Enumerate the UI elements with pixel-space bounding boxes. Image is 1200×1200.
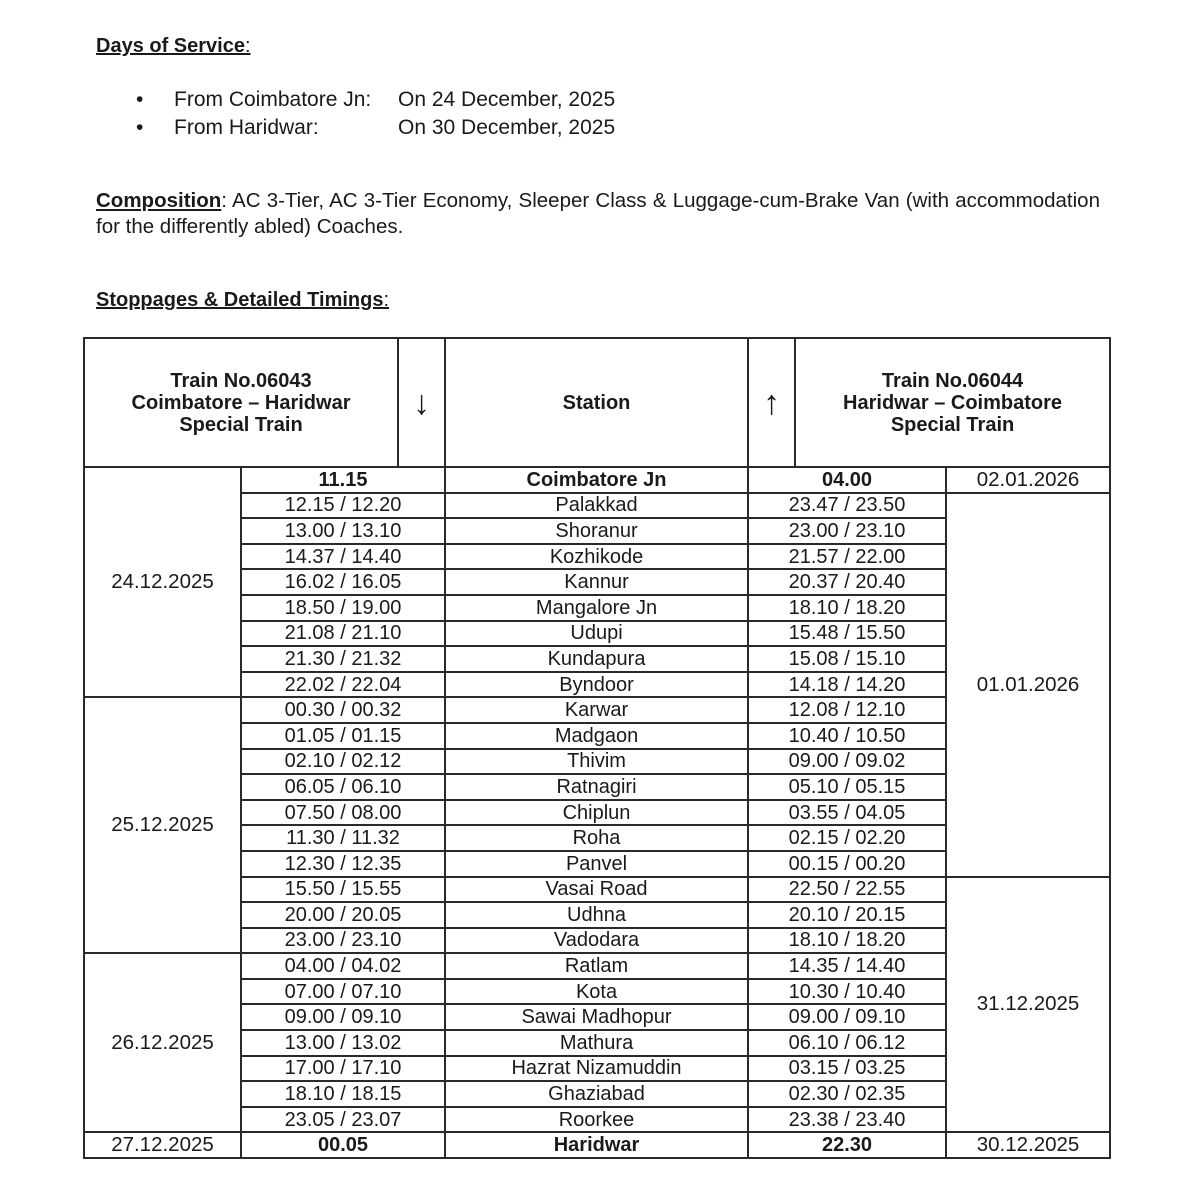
service-origin: From Haridwar: [174,116,319,139]
down-time-cell: 11.15 [241,467,445,493]
up-arrow-icon: ↑ [748,338,795,467]
down-time-cell: 00.30 / 00.32 [241,697,445,723]
down-time-cell: 04.00 / 04.02 [241,953,445,979]
station-cell: Roorkee [445,1107,748,1133]
down-time-cell: 23.00 / 23.10 [241,928,445,954]
down-time-cell: 01.05 / 01.15 [241,723,445,749]
station-cell: Sawai Madhopur [445,1004,748,1030]
bullet-icon: • [136,116,144,139]
station-cell: Thivim [445,749,748,775]
down-time-cell: 09.00 / 09.10 [241,1004,445,1030]
service-entry [136,88,615,112]
down-time-cell: 20.00 / 20.05 [241,902,445,928]
up-time-cell: 22.50 / 22.55 [748,877,946,903]
composition-text: : AC 3-Tier, AC 3-Tier Economy, Sleeper Class & Luggage-cum-Brake Van (with accommodation for the differently abled) Coaches. [96,189,1100,238]
up-time-cell: 22.30 [748,1132,946,1158]
station-cell: Kundapura [445,646,748,672]
up-train-header: Train No.06044 Haridwar – Coimbatore Special Train [795,338,1110,467]
station-cell: Palakkad [445,493,748,519]
station-cell: Haridwar [445,1132,748,1158]
up-time-cell: 14.35 / 14.40 [748,953,946,979]
down-date-cell: 25.12.2025 [84,697,241,953]
bullet-icon: • [136,88,144,111]
timetable-row [84,467,1110,493]
composition-label: Composition [96,189,222,212]
service-entry [136,116,615,140]
up-time-cell: 10.40 / 10.50 [748,723,946,749]
up-date-cell: 30.12.2025 [946,1132,1110,1158]
down-time-cell: 17.00 / 17.10 [241,1056,445,1082]
down-time-cell: 07.50 / 08.00 [241,800,445,826]
up-date-cell: 01.01.2026 [946,493,1110,877]
station-cell: Udupi [445,621,748,647]
up-time-cell: 15.48 / 15.50 [748,621,946,647]
down-time-cell: 13.00 / 13.02 [241,1030,445,1056]
up-time-cell: 02.30 / 02.35 [748,1081,946,1107]
down-arrow-icon: ↓ [398,338,445,467]
station-cell: Hazrat Nizamuddin [445,1056,748,1082]
up-time-cell: 10.30 / 10.40 [748,979,946,1005]
down-time-cell: 23.05 / 23.07 [241,1107,445,1133]
up-time-cell: 21.57 / 22.00 [748,544,946,570]
up-time-cell: 18.10 / 18.20 [748,595,946,621]
up-time-cell: 20.10 / 20.15 [748,902,946,928]
station-cell: Madgaon [445,723,748,749]
station-cell: Chiplun [445,800,748,826]
station-cell: Ratnagiri [445,774,748,800]
up-time-cell: 15.08 / 15.10 [748,646,946,672]
down-date-cell: 26.12.2025 [84,953,241,1132]
timetable-header-row [84,338,1110,467]
up-time-cell: 02.15 / 02.20 [748,825,946,851]
station-cell: Kota [445,979,748,1005]
down-time-cell: 12.15 / 12.20 [241,493,445,519]
up-time-cell: 09.00 / 09.10 [748,1004,946,1030]
down-time-cell: 13.00 / 13.10 [241,518,445,544]
down-time-cell: 14.37 / 14.40 [241,544,445,570]
down-time-cell: 15.50 / 15.55 [241,877,445,903]
station-cell: Kannur [445,569,748,595]
down-time-cell: 22.02 / 22.04 [241,672,445,698]
station-cell: Mathura [445,1030,748,1056]
down-date-cell: 27.12.2025 [84,1132,241,1158]
station-cell: Byndoor [445,672,748,698]
up-time-cell: 00.15 / 00.20 [748,851,946,877]
station-cell: Ghaziabad [445,1081,748,1107]
up-time-cell: 03.15 / 03.25 [748,1056,946,1082]
up-time-cell: 06.10 / 06.12 [748,1030,946,1056]
station-cell: Kozhikode [445,544,748,570]
up-time-cell: 12.08 / 12.10 [748,697,946,723]
up-time-cell: 20.37 / 20.40 [748,569,946,595]
down-time-cell: 12.30 / 12.35 [241,851,445,877]
down-time-cell: 21.08 / 21.10 [241,621,445,647]
down-time-cell: 02.10 / 02.12 [241,749,445,775]
station-cell: Shoranur [445,518,748,544]
down-time-cell: 00.05 [241,1132,445,1158]
up-time-cell: 14.18 / 14.20 [748,672,946,698]
timetable [83,337,1111,1159]
down-time-cell: 18.50 / 19.00 [241,595,445,621]
up-time-cell: 23.38 / 23.40 [748,1107,946,1133]
station-cell: Panvel [445,851,748,877]
station-cell: Karwar [445,697,748,723]
up-time-cell: 05.10 / 05.15 [748,774,946,800]
up-time-cell: 23.47 / 23.50 [748,493,946,519]
stoppages-heading: Stoppages & Detailed Timings: [96,289,390,311]
up-time-cell: 09.00 / 09.02 [748,749,946,775]
station-cell: Coimbatore Jn [445,467,748,493]
down-time-cell: 16.02 / 16.05 [241,569,445,595]
down-time-cell: 07.00 / 07.10 [241,979,445,1005]
service-date: On 30 December, 2025 [398,116,616,139]
down-time-cell: 11.30 / 11.32 [241,825,445,851]
down-train-header: Train No.06043 Coimbatore – Haridwar Special Train [84,338,398,467]
station-cell: Ratlam [445,953,748,979]
service-date: On 24 December, 2025 [398,88,616,111]
up-time-cell: 18.10 / 18.20 [748,928,946,954]
days-of-service-heading: Days of Service: [96,35,251,57]
down-time-cell: 18.10 / 18.15 [241,1081,445,1107]
up-time-cell: 23.00 / 23.10 [748,518,946,544]
station-cell: Udhna [445,902,748,928]
station-cell: Roha [445,825,748,851]
station-header: Station [445,338,748,467]
composition-paragraph [96,188,1100,240]
station-cell: Vadodara [445,928,748,954]
station-cell: Vasai Road [445,877,748,903]
timetable-row [84,1132,1110,1158]
station-cell: Mangalore Jn [445,595,748,621]
service-origin: From Coimbatore Jn: [174,88,372,111]
up-date-cell: 02.01.2026 [946,467,1110,493]
up-date-cell: 31.12.2025 [946,877,1110,1133]
down-time-cell: 06.05 / 06.10 [241,774,445,800]
down-date-cell: 24.12.2025 [84,467,241,697]
up-time-cell: 04.00 [748,467,946,493]
up-time-cell: 03.55 / 04.05 [748,800,946,826]
down-time-cell: 21.30 / 21.32 [241,646,445,672]
